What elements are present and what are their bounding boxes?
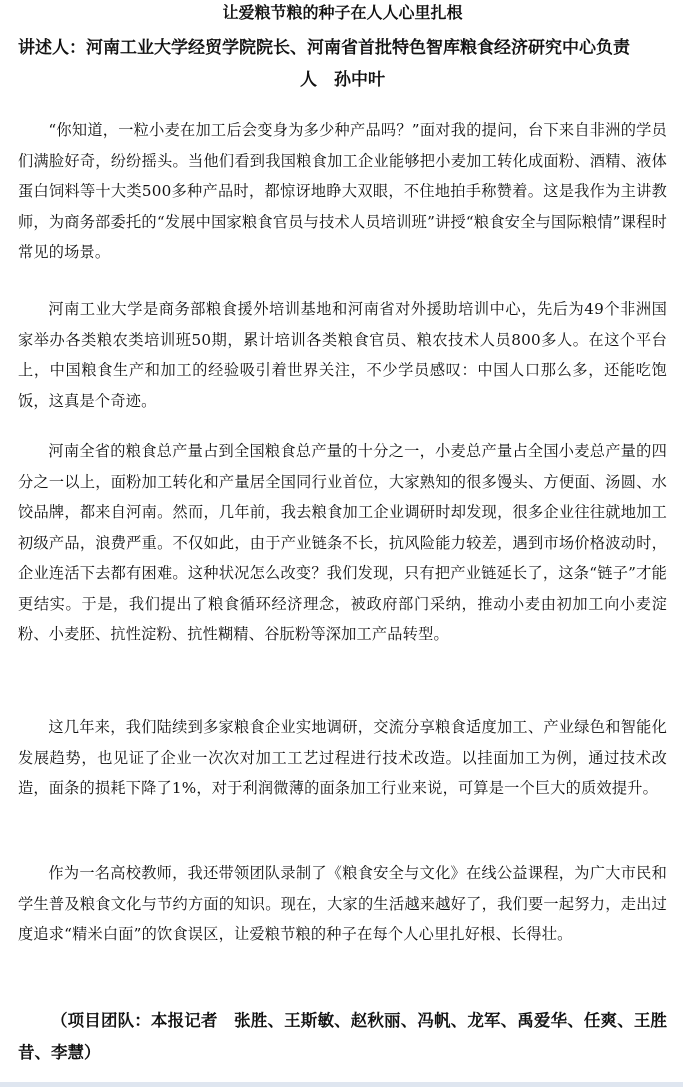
body-paragraph-3: 河南全省的粮食总产量占到全国粮食总产量的十分之一，小麦总产量占全国小麦总产量的四分之一以上，面粉加工转化和产量居全国同行业首位，大家熟知的很多馒头、方便面、汤圆、水饺品牌，都来自河南。然而，几年前，我去粮食加工企业调研时却发现，很多企业往往就地加工初级产品，浪费严重。不仅如此，由于产业链条不长，抗风险能力较差，遇到市场价格波动时，企业连活下去都有困难。这种状况怎么改变？我们发现，只有把产业链延长了，这条“链子”才能更结实。于是，我们提出了粮食循环经济理念，被政府部门采纳，推动小麦由初加工向小麦淀粉、小麦胚、抗性淀粉、抗性糊精、谷朊粉等深加工产品转型。: [18, 442, 667, 643]
project-team-credit: （项目团队：本报记者 张胜、王斯敏、赵秋丽、冯帆、龙军、禹爱华、任爽、王胜昔、李慧）: [18, 1011, 667, 1062]
narrator-line-2: 人 孙中叶: [300, 70, 385, 90]
article-title: 让爱粮节粮的种子在人人心里扎根: [222, 3, 463, 22]
body-paragraph-5: 作为一名高校教师，我还带领团队录制了《粮食安全与文化》在线公益课程，为广大市民和学生普及粮食文化与节约方面的知识。现在，大家的生活越来越好了，我们要一起努力，走出过度追求“精米白面”的饮食误区，让爱粮节粮的种子在每个人心里扎好根、长得壮。: [18, 864, 667, 943]
body-paragraph-4: 这几年来，我们陆续到多家粮食企业实地调研，交流分享粮食适度加工、产业绿色和智能化发展趋势，也见证了企业一次次对加工工艺过程进行技术改造。以挂面加工为例，通过技术改造，面条的损耗下降了1%，对于利润微薄的面条加工行业来说，可算是一个巨大的质效提升。: [18, 718, 667, 797]
bottom-divider: [0, 1082, 683, 1087]
article: [18, 0, 667, 1062]
narrator-line-1: 讲述人：河南工业大学经贸学院院长、河南省首批特色智库粮食经济研究中心负责: [18, 38, 630, 58]
body-paragraph-2: 河南工业大学是商务部粮食援外培训基地和河南省对外援助培训中心，先后为49个非洲国家举办各类粮农类培训班50期，累计培训各类粮食官员、粮农技术人员800多人。在这个平台上，中国粮食生产和加工的经验吸引着世界关注，不少学员感叹：中国人口那么多，还能吃饱饭，这真是个奇迹。: [18, 300, 667, 410]
body-paragraph-1: “你知道，一粒小麦在加工后会变身为多少种产品吗？”面对我的提问，台下来自非洲的学员们满脸好奇，纷纷摇头。当他们看到我国粮食加工企业能够把小麦加工转化成面粉、酒精、液体蛋白饲料等十大类500多种产品时，都惊讶地睁大双眼，不住地拍手称赞着。这是我作为主讲教师，为商务部委托的“发展中国家粮食官员与技术人员培训班”讲授“粮食安全与国际粮情”课程时常见的场景。: [18, 121, 667, 261]
narrator-byline: [18, 32, 667, 96]
